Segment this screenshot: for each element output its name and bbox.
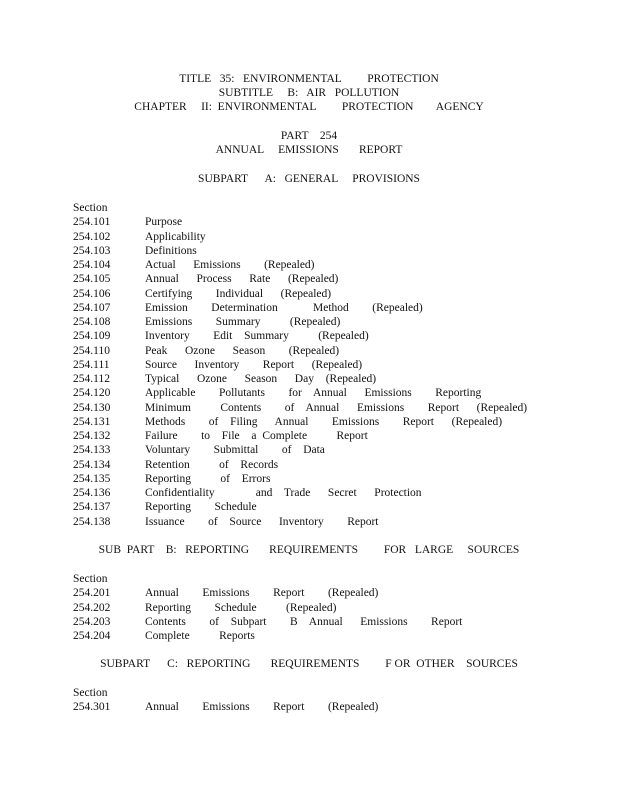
- section-number: 254.103: [73, 244, 111, 257]
- section-title: Voluntary Submittal of Data: [145, 444, 325, 457]
- section-number: 254.202: [73, 601, 111, 614]
- section-title: Annual Emissions Report (Repealed): [145, 587, 379, 600]
- section-title: Applicability: [145, 230, 206, 243]
- section-number: 254.120: [73, 387, 111, 400]
- part-number: PART 254: [280, 130, 338, 142]
- section-title: Actual Emissions (Repealed): [145, 259, 315, 271]
- section-title: Complete Reports: [145, 630, 255, 642]
- section-title: Emission Determination Method (Repealed): [145, 301, 423, 314]
- section-number: 254.204: [73, 630, 111, 642]
- section-number: 254.101: [73, 216, 111, 229]
- section-number: 254.203: [73, 615, 111, 628]
- section-number: 254.108: [73, 316, 111, 328]
- section-title: Failure to File a Complete Report: [145, 430, 368, 442]
- section-number: 254.110: [73, 344, 110, 357]
- section-number: 254.135: [73, 472, 111, 485]
- section-title: Minimum Contents of Annual Emissions Report (Repealed): [145, 401, 528, 414]
- section-number: 254.102: [73, 230, 111, 243]
- section-title: Annual Emissions Report (Repealed): [145, 701, 379, 714]
- doc-chapter: CHAPTER II: ENVIRONMENTAL PROTECTION AGENCY: [134, 101, 484, 113]
- section-title: Applicable Pollutants for Annual Emissions Reporting: [145, 387, 482, 400]
- section-number: 254.131: [73, 415, 111, 428]
- section-title: Retention of Records: [145, 458, 279, 471]
- section-title: Contents of Subpart B Annual Emissions Report: [145, 615, 463, 628]
- section-title: Typical Ozone Season Day (Repealed): [145, 373, 377, 385]
- section-number: 254.105: [73, 273, 111, 286]
- section-number: 254.132: [73, 430, 111, 442]
- section-title: Emissions Summary (Repealed): [145, 316, 341, 328]
- section-number: 254.111: [73, 358, 110, 371]
- subpart-heading: SUBPART A: GENERAL PROVISIONS: [198, 173, 420, 185]
- section-number: 254.137: [73, 501, 111, 514]
- section-number: 254.138: [73, 515, 111, 528]
- section-title: Annual Process Rate (Repealed): [145, 273, 339, 286]
- section-title: Reporting Schedule (Repealed): [145, 601, 337, 614]
- section-label: Section: [73, 202, 108, 214]
- subpart-heading: SUBPART C: REPORTING REQUIREMENTS F OR OTHER SOURCES: [100, 658, 518, 670]
- section-number: 254.201: [73, 587, 111, 600]
- section-title: Peak Ozone Season (Repealed): [145, 344, 340, 357]
- section-title: Reporting of Errors: [145, 472, 271, 485]
- section-number: 254.112: [73, 373, 110, 385]
- section-number: 254.106: [73, 287, 111, 300]
- section-title: Definitions: [145, 244, 197, 257]
- section-number: 254.109: [73, 330, 111, 343]
- section-title: Purpose: [145, 216, 183, 229]
- section-title: Inventory Edit Summary (Repealed): [145, 330, 369, 343]
- doc-title: TITLE 35: ENVIRONMENTAL PROTECTION: [179, 73, 439, 85]
- section-number: 254.104: [73, 259, 111, 271]
- section-label: Section: [73, 573, 108, 585]
- section-title: Confidentiality and Trade Secret Protection: [145, 487, 422, 499]
- section-number: 254.134: [73, 458, 111, 471]
- section-label: Section: [73, 687, 108, 699]
- section-title: Certifying Individual (Repealed): [145, 287, 332, 300]
- section-number: 254.130: [73, 401, 111, 414]
- section-title: Issuance of Source Inventory Report: [145, 515, 379, 528]
- section-title: Methods of Filing Annual Emissions Report (Repealed): [145, 415, 503, 428]
- section-title: Source Inventory Report (Repealed): [145, 358, 363, 371]
- section-title: Reporting Schedule: [145, 501, 257, 514]
- doc-subtitle: SUBTITLE B: AIR POLLUTION: [218, 87, 400, 99]
- section-number: 254.133: [73, 444, 111, 457]
- part-name: ANNUAL EMISSIONS REPORT: [215, 144, 403, 156]
- section-number: 254.301: [73, 701, 111, 714]
- section-number: 254.136: [73, 487, 111, 499]
- subpart-heading: SUB PART B: REPORTING REQUIREMENTS FOR LARGE SOURCES: [98, 544, 520, 556]
- section-number: 254.107: [73, 301, 111, 314]
